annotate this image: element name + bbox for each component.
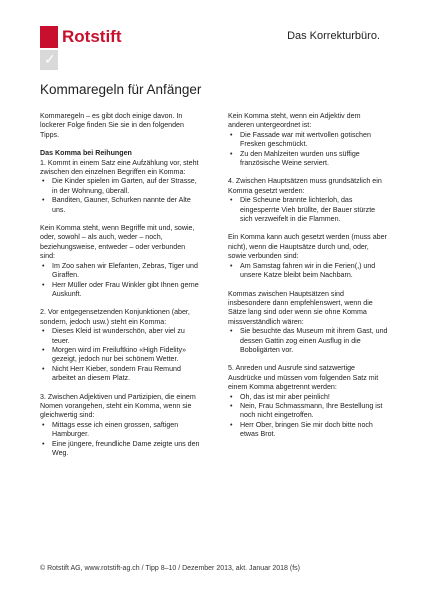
rule-4b-text: Ein Komma kann auch gesetzt werden (muss aber nicht), wenn die Hauptsätze durch und, oder, sowie verbunden sind: — [228, 233, 387, 261]
rotstift-logo — [40, 26, 58, 70]
rule-3-examples — [40, 421, 202, 459]
rule-1-examples — [40, 177, 202, 215]
list-item: • Mittags esse ich einen grossen, saftigen Hamburger. — [40, 421, 202, 440]
rule-4b-examples — [228, 262, 388, 281]
left-column — [40, 112, 202, 467]
page-title: Kommaregeln für Anfänger — [40, 82, 202, 97]
intro-paragraph: Kommaregeln – es gibt doch einige davon. In lockerer Folge finden Sie sie in den folgenden Tipps. — [40, 112, 184, 139]
list-item: • Die Fassade war mit wertvollen gotischen Fresken geschmückt. — [228, 131, 388, 150]
brand-name: Rotstift — [62, 27, 122, 46]
list-item: • Banditen, Gauner, Schurken nannte der Alte uns. — [40, 196, 202, 215]
rule-3b-examples — [228, 131, 388, 169]
rule-1b-text: Kein Komma steht, wenn Begriffe mit und, sowie, oder, sowohl – als auch, weder – noch, beziehungsweise, entweder – oder verbunden sind: — [40, 224, 195, 261]
rule-3b-text: Kein Komma steht, wenn ein Adjektiv dem anderen untergeordnet ist: — [228, 112, 361, 130]
list-item: • Nicht Herr Kieber, sondern Frau Remund arbeitet an diesem Platz. — [40, 365, 202, 384]
rule-3-text: 3. Zwischen Adjektiven und Partizipien, die einem Nomen vorangehen, steht ein Komma, wenn sie gleichwertig sind: — [40, 392, 196, 420]
rule-2-text: 2. Vor entgegensetzenden Konjunktionen (aber, sondern, jedoch usw.) steht ein Komma: — [40, 308, 190, 326]
checkmark-icon: ✓ — [44, 51, 56, 67]
list-item: • Herr Müller oder Frau Winkler gibt Ihnen gerne Auskunft. — [40, 281, 202, 300]
list-item: • Dieses Kleid ist wunderschön, aber viel zu teuer. — [40, 327, 202, 346]
page-header — [0, 0, 424, 75]
list-item: • Morgen wird im Freiluftkino «High Fidelity» gezeigt, jedoch nur bei schönem Wetter. — [40, 346, 202, 365]
rule-5-examples — [228, 393, 388, 440]
rule-2-examples — [40, 327, 202, 383]
list-item: • Eine jüngere, freundliche Dame zeigte uns den Weg. — [40, 440, 202, 459]
rule-5-text: 5. Anreden und Ausrufe sind satzwertige Ausdrücke und müssen vom folgenden Satz mit einem Komma abgetrennt werden: — [228, 364, 379, 392]
list-item: • Im Zoo sahen wir Elefanten, Zebras, Tiger und Giraffen. — [40, 262, 202, 281]
list-item: • Oh, das ist mir aber peinlich! — [228, 393, 388, 402]
section-heading: Das Komma bei Reihungen — [40, 149, 132, 158]
rule-1b-examples — [40, 262, 202, 300]
rule-4-examples — [228, 196, 388, 224]
list-item: • Herr Ober, bringen Sie mir doch bitte noch etwas Brot. — [228, 421, 388, 440]
list-item: • Die Scheune brannte lichterloh, das eingesperrte Vieh brüllte, der Bauer stürzte sich verzweifelt in die Flammen. — [228, 196, 388, 224]
rule-1-text: 1. Kommt in einem Satz eine Aufzählung vor, steht zwischen den einzelnen Begriffen ein Komma: — [40, 158, 199, 177]
list-item: • Zu den Mahlzeiten wurden uns süffige französische Weine serviert. — [228, 150, 388, 169]
rule-4-text: 4. Zwischen Hauptsätzen muss grundsätzlich ein Komma gesetzt werden: — [228, 177, 382, 195]
right-column — [228, 112, 388, 449]
page-footer: © Rotstift AG, www.rotstift-ag.ch / Tipp 8–10 / Dezember 2013, akt. Januar 2018 (fs) — [40, 565, 300, 572]
rule-4c-text: Kommas zwischen Hauptsätzen sind insbesondere dann empfehlenswert, wenn die Sätze lang sind oder wenn sie ohne Komma missverständlich wären: — [228, 289, 373, 326]
list-item: • Die Kinder spielen im Garten, auf der Strasse, in der Wohnung, überall. — [40, 177, 202, 196]
list-item: • Sie besuchte das Museum mit ihrem Gast, und dessen Gattin zog einen Ausflug in die Boboligärten vor. — [228, 327, 388, 355]
brand-tagline: Das Korrekturbüro. — [287, 30, 380, 42]
list-item: • Am Samstag fahren wir in die Ferien(,) und unsere Katze bleibt beim Nachbarn. — [228, 262, 388, 281]
list-item: • Nein, Frau Schmassmann, Ihre Bestellung ist noch nicht eingetroffen. — [228, 402, 388, 421]
rule-4c-examples — [228, 327, 388, 355]
